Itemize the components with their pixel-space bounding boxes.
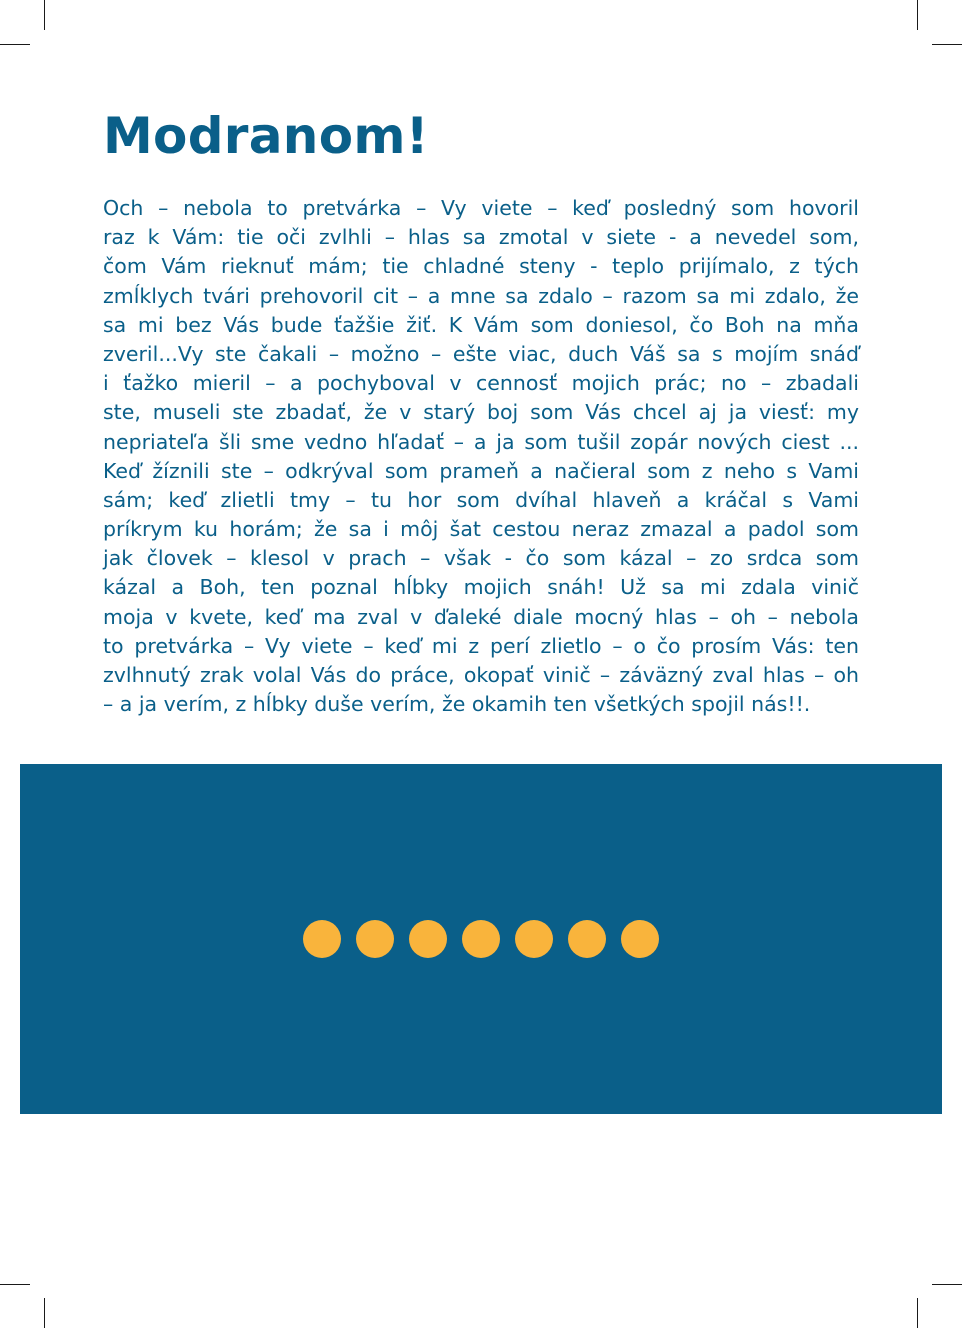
poem-text [103, 194, 859, 719]
poem-line: sa mi bez Vás bude ťažšie žiť. K Vám som doniesol, čo Boh na mňa [103, 312, 859, 337]
poem-line: zveril...Vy ste čakali – možno – ešte viac, duch Váš sa s mojím snáď [103, 341, 859, 366]
poem-line: zmĺklych tvári prehovoril cit – a mne sa zdalo – razom sa mi zdalo, že [103, 283, 859, 308]
crop-mark [0, 44, 30, 45]
crop-mark [44, 1298, 45, 1328]
page-title: Modranom! [103, 107, 429, 165]
crop-mark [0, 1284, 30, 1285]
decorative-dot [409, 920, 447, 958]
crop-mark [932, 1284, 962, 1285]
poem-line: Och – nebola to pretvárka – Vy viete – keď posledný som hovoril [103, 196, 859, 220]
poem-line: jak človek – klesol v prach – však - čo som kázal – zo srdca som [103, 546, 859, 571]
poem-line: Keď žíznili ste – odkrýval som prameň a načieral som z neho s Vami [103, 458, 859, 483]
decorative-dot [356, 920, 394, 958]
poem-line: príkrym ku horám; že sa i môj šat cestou neraz zmazal a padol som [103, 517, 859, 542]
crop-mark [44, 0, 45, 30]
decorative-panel [20, 764, 942, 1114]
poem-line: nepriateľa šli sme vedno hľadať – a ja som tušil zopár nových ciest ... [103, 429, 859, 454]
poem-line: kázal a Boh, ten poznal hĺbky mojich snáh! Už sa mi zdala vinič [103, 575, 859, 600]
decorative-dot [515, 920, 553, 958]
crop-mark [917, 0, 918, 30]
dot-row [20, 920, 942, 958]
decorative-dot [621, 920, 659, 958]
poem-line: raz k Vám: tie oči zvlhli – hlas sa zmotal v siete - a nevedel som, [103, 225, 859, 250]
decorative-dot [303, 920, 341, 958]
poem-line: sám; keď zlietli tmy – tu hor som dvíhal hlaveň a kráčal s Vami [103, 487, 859, 512]
poem-line: i ťažko mieril – a pochyboval v cennosť mojich prác; no – zbadali [103, 371, 859, 396]
poem-line: to pretvárka – Vy viete – keď mi z perí zlietlo – o čo prosím Vás: ten [103, 633, 859, 658]
crop-mark [932, 44, 962, 45]
decorative-dot [462, 920, 500, 958]
poem-line: ste, museli ste zbadať, že v starý boj som Vás chcel aj ja viesť: my [103, 400, 859, 425]
crop-mark [917, 1298, 918, 1328]
poem-line: zvlhnutý zrak volal Vás do práce, okopať vinič – záväzný zval hlas – oh [103, 663, 859, 687]
poem-line: čom Vám rieknuť mám; tie chladné steny - teplo prijímalo, z tých [103, 254, 859, 279]
decorative-dot [568, 920, 606, 958]
poem-line: moja v kvete, keď ma zval v ďaleké diale mocný hlas – oh – nebola [103, 604, 859, 629]
poem-line: – a ja verím, z hĺbky duše verím, že okamih ten všetkých spojil nás!!. [103, 692, 811, 717]
